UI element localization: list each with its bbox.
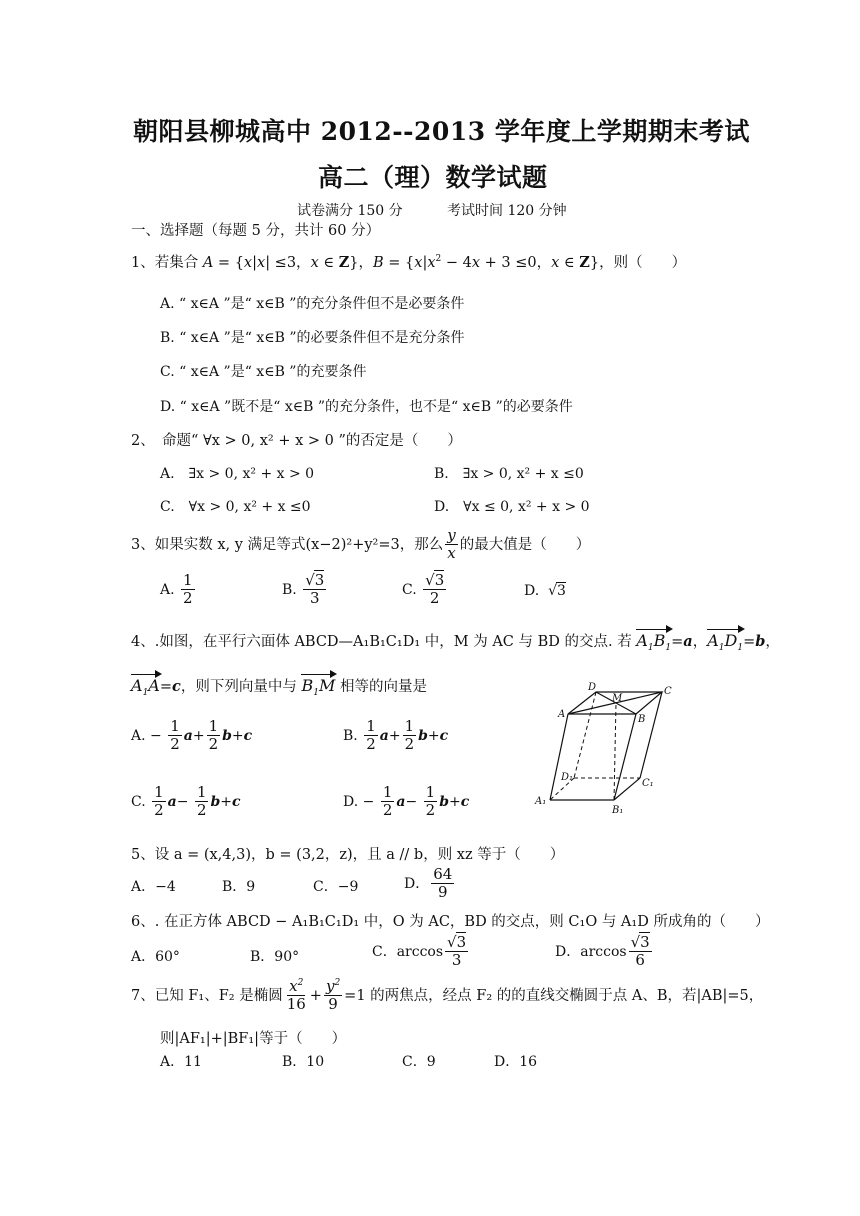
fig-label-d1: D₁ — [561, 772, 574, 783]
q4-option-a: A. − $\frac{1}{2}$ a+ $\frac{1}{2}$ b+c — [131, 717, 253, 754]
q3-option-c: C. $\frac{√3}{2}$ — [402, 571, 445, 608]
q3-option-a: A. $\frac{1}{2}$ — [160, 571, 193, 608]
fig-label-m: M — [612, 693, 623, 704]
fig-label-b1: B₁ — [612, 805, 624, 816]
q2-option-b: B. ∃x > 0, x² + x ≤0 — [434, 466, 584, 482]
question-6-stem: 6、. 在正方体 ABCD − A₁B₁C₁D₁ 中，O 为 AC，BD 的交点，则 C₁O 与 A₁D 所成角的（ ） — [131, 914, 770, 930]
q1-number: 1、若集合 — [131, 255, 199, 271]
q5-option-d: D． $\frac{64}{9}$ — [404, 865, 453, 902]
fig-label-a1: A₁ — [535, 796, 547, 807]
fig-label-c1: C₁ — [642, 778, 654, 789]
q7-option-a: A．11 — [160, 1054, 202, 1070]
section-heading: 一、选择题（每题 5 分，共计 60 分） — [131, 223, 381, 239]
q4-option-d: D. − $\frac{1}{2}$ a− $\frac{1}{2}$ b+c — [343, 783, 470, 820]
fig-label-a: A — [558, 709, 566, 720]
q5-option-a: A．−4 — [131, 879, 176, 895]
question-5-stem: 5、设 a = (x,4,3)，b = (3,2，z)，且 a // b，则 xz 等于（ ） — [131, 847, 565, 863]
q3-stem-a: 3、如果实数 x, y 满足等式(x−2)²+y²=3，那么 — [131, 536, 444, 553]
q2-option-a: A. ∃x > 0, x² + x > 0 — [160, 466, 315, 482]
question-7-stem: 7、已知 F₁、F₂ 是椭圆 $\frac{x^2}{16}$ + $\frac{y^2}{9}$ =1 的两焦点，经点 F₂ 的的直线交椭圆于点 A、B，若|AB|=5， — [131, 977, 764, 1014]
question-1-stem: 1、若集合 A = {x|x| ≤3，x ∈ Z}，$B = \{x|x^2 - 4x + 3 \le 0$，x ∈ Z}，则（ ） — [131, 254, 687, 271]
q7-option-b: B．10 — [282, 1054, 325, 1070]
q7-stem-a: 7、已知 F₁、F₂ 是椭圆 — [131, 987, 283, 1004]
fig-label-b: B — [638, 714, 646, 725]
q3-option-b: B. $\frac{√3}{3}$ — [282, 571, 325, 608]
question-4-stem-2: $A_1A=c$，则下列向量中与 $B_1M$ 相等的向量是 — [131, 676, 427, 699]
q1-option-b: B. “ x∈A ”是“ x∈B ”的必要条件但不是充分条件 — [160, 330, 465, 346]
q7-stem-b: =1 的两焦点，经点 F₂ 的的直线交椭圆于点 A、B，若|AB|=5， — [344, 987, 764, 1004]
exam-subtitle: 高二（理）数学试题 — [318, 163, 548, 192]
info-score: 试卷满分 150 分 — [297, 203, 403, 219]
question-2-stem: 2、 命题“ ∀x > 0, x² + x > 0 ”的否定是（ ） — [131, 433, 462, 449]
q4-stem-a: 4、.如图，在平行六面体 ABCD—A₁B₁C₁D₁ 中，M 为 AC 与 BD 的交点. 若 — [131, 634, 632, 650]
q4-stem-c: 相等的向量是 — [339, 679, 427, 695]
q7-option-c: C．9 — [402, 1054, 436, 1070]
info-time: 考试时间 120 分钟 — [447, 203, 567, 219]
question-3-stem — [131, 527, 590, 563]
q1-set-a: A = {x|x| ≤3，x ∈ Z} — [202, 254, 359, 271]
question-4-stem: 4、.如图，在平行六面体 ABCD—A₁B₁C₁D₁ 中，M 为 AC 与 BD 的交点. 若 $A_1B_1=a$，$A_1D_1=b$， — [131, 631, 780, 654]
q6-option-b: B．90° — [250, 949, 300, 965]
q1-option-a: A. “ x∈A ”是“ x∈B ”的充分条件但不是必要条件 — [160, 296, 465, 312]
q1-option-d: D. “ x∈A ”既不是“ x∈B ”的充分条件，也不是“ x∈B ”的必要条件 — [160, 399, 573, 415]
exam-title: 朝阳县柳城高中 2012--2013 学年度上学期期末考试 — [133, 117, 750, 146]
fig-label-c: C — [664, 686, 672, 697]
q5-option-b: B．9 — [222, 879, 256, 895]
parallelepiped-figure — [528, 680, 678, 820]
q3-option-d: D. √3 — [524, 583, 566, 599]
q3-stem-b: 的最大值是（ ） — [459, 536, 591, 553]
q1-tail: ，则（ ） — [599, 255, 687, 271]
q6-option-c: C．arccos $\frac{√3}{3}$ — [372, 933, 467, 970]
q4-stem-b: ，则下列向量中与 — [180, 679, 297, 695]
fig-label-d: D — [588, 682, 597, 693]
q2-option-c: C. ∀x > 0, x² + x ≤0 — [160, 499, 311, 515]
q2-option-d: D. ∀x ≤ 0, x² + x > 0 — [434, 499, 590, 515]
q7-option-d: D．16 — [494, 1054, 538, 1070]
q4-option-c: C. $\frac{1}{2}$ a− $\frac{1}{2}$ b+c — [131, 783, 241, 820]
q3-y-over-x: $\frac{y}{x}$ — [447, 526, 456, 563]
q4-option-b: B. $\frac{1}{2}$ a+ $\frac{1}{2}$ b+c — [343, 717, 449, 754]
q6-option-a: A．60° — [131, 949, 180, 965]
q1-option-c: C. “ x∈A ”是“ x∈B ”的充要条件 — [160, 364, 367, 380]
q1-set-b: $B = \{x|x^2 - 4x + 3 \le 0$，x ∈ Z} — [373, 254, 600, 271]
q6-option-d: D．arccos $\frac{√3}{6}$ — [555, 933, 650, 970]
q5-option-c: C．−9 — [313, 879, 359, 895]
question-7-stem-2: 则|AF₁|+|BF₁|等于（ ） — [160, 1031, 347, 1047]
